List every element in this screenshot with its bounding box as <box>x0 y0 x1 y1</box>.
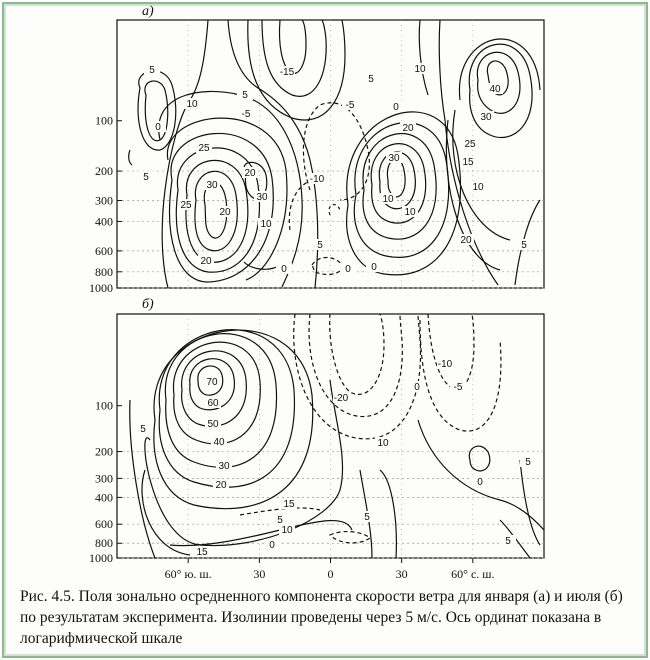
contour-label: 10 <box>404 207 416 218</box>
contour-line <box>380 470 396 558</box>
panel-b-label: б) <box>142 297 154 312</box>
y-tick-label: 600 <box>95 243 113 258</box>
contour-label: 5 <box>364 512 370 523</box>
y-tick-label: 1000 <box>89 551 113 565</box>
contour-label: 40 <box>213 437 225 448</box>
contour-label: -5 <box>453 382 463 393</box>
contour-label: 20 <box>200 256 212 267</box>
contour-label: 5 <box>505 536 511 547</box>
contour-label: 0 <box>393 102 399 113</box>
contour-line <box>262 20 326 96</box>
contour-label: 15 <box>283 499 295 510</box>
contour-label: 0 <box>345 264 351 275</box>
contour-label: 20 <box>402 123 414 134</box>
contour-label: 40 <box>489 84 501 95</box>
contour-label: 30 <box>480 112 492 123</box>
y-tick-label: 400 <box>95 214 113 229</box>
x-tick-label: 60° с. ш. <box>451 567 495 581</box>
panel-b-x-ticks <box>165 558 495 581</box>
y-tick-label: 800 <box>95 536 113 551</box>
contour-line <box>420 320 501 431</box>
contour-line <box>240 508 320 515</box>
contour-label: -10 <box>437 359 453 370</box>
panel-a-contours <box>129 20 540 288</box>
contour-label: 30 <box>206 180 218 191</box>
contour-line <box>418 420 544 530</box>
contour-label: 10 <box>414 64 426 75</box>
contour-line <box>162 20 208 288</box>
contour-label: 0 <box>414 382 420 393</box>
y-tick-label: 1000 <box>89 281 113 295</box>
contour-label: 10 <box>186 99 198 110</box>
contour-label: 50 <box>207 419 219 430</box>
x-tick-label: 0 <box>327 567 334 581</box>
contour-label: 30 <box>218 461 230 472</box>
contour-label: 5 <box>277 515 283 526</box>
contour-label: -10 <box>309 174 325 185</box>
contour-label: 5 <box>242 90 248 101</box>
contour-line <box>387 159 405 197</box>
contour-line <box>330 532 370 543</box>
contour-label: 25 <box>180 200 192 211</box>
x-tick-label: 30 <box>395 567 408 581</box>
contour-label: 10 <box>281 525 293 536</box>
y-tick-label: 300 <box>95 471 113 486</box>
contour-label: 5 <box>368 74 374 85</box>
contour-line <box>330 314 384 394</box>
contour-label: 25 <box>464 139 476 150</box>
y-tick-label: 200 <box>95 164 113 179</box>
contour-label: 20 <box>215 480 227 491</box>
y-tick-label: 100 <box>95 113 113 128</box>
contour-label: 15 <box>196 547 208 558</box>
contour-line <box>309 314 402 417</box>
panel-a-contour-labels <box>138 63 532 275</box>
contour-label: -15 <box>279 67 295 78</box>
contour-label: 0 <box>281 264 287 275</box>
y-tick-label: 300 <box>95 193 113 208</box>
contour-line <box>469 446 490 471</box>
contour-label: 0 <box>477 477 483 488</box>
contour-line <box>520 460 540 545</box>
contour-label: 5 <box>140 424 146 435</box>
contour-label: -5 <box>241 109 251 120</box>
contour-label: 0 <box>371 262 377 273</box>
contour-label: 20 <box>460 235 472 246</box>
contour-label: 20 <box>244 168 256 179</box>
contour-label: 5 <box>149 65 155 76</box>
contour-line <box>138 71 176 150</box>
y-tick-label: 600 <box>95 517 113 532</box>
contour-line <box>428 314 474 389</box>
contour-label: 10 <box>260 219 272 230</box>
contour-line <box>303 103 369 200</box>
contour-label: 20 <box>219 207 231 218</box>
x-tick-label: 60° ю. ш. <box>164 567 212 581</box>
contour-line <box>182 351 247 427</box>
contour-label: -20 <box>333 393 349 404</box>
contour-label: 0 <box>269 540 275 551</box>
contour-label: 30 <box>388 153 400 164</box>
contour-label: 5 <box>521 240 527 251</box>
contour-label: 60 <box>207 398 219 409</box>
contour-label: 0 <box>155 122 161 133</box>
contour-label: 5 <box>525 457 531 468</box>
contour-label: -5 <box>345 100 355 111</box>
panel-a-label: а) <box>142 4 154 19</box>
y-tick-label: 800 <box>95 264 113 279</box>
contour-label: 30 <box>256 192 268 203</box>
x-tick-label: 30 <box>253 567 266 581</box>
figure-caption: Рис. 4.5. Поля зонально осредненного компонента скорости ветра для января (а) и июля (б) по результатам эксперимента. Изолинии проведены через 5 м/с. Ось ординат показана в логарифмической шкале <box>20 588 623 647</box>
contour-label: 10 <box>377 438 389 449</box>
contour-label: 10 <box>382 194 394 205</box>
contour-label: 10 <box>472 182 484 193</box>
contour-label: 15 <box>462 157 474 168</box>
panel-b-contour-labels <box>135 358 536 558</box>
contour-line <box>129 150 132 165</box>
contour-label: 70 <box>206 377 218 388</box>
contour-line <box>329 205 340 215</box>
contour-line <box>289 178 320 230</box>
y-tick-label: 200 <box>95 444 113 459</box>
y-tick-label: 100 <box>95 398 113 413</box>
contour-label: 5 <box>143 172 149 183</box>
contour-label: 25 <box>198 143 210 154</box>
contour-label: 5 <box>317 240 323 251</box>
y-tick-label: 400 <box>95 490 113 505</box>
contour-line <box>419 20 428 95</box>
contour-line <box>279 20 306 73</box>
panel-b-contours <box>130 314 544 558</box>
